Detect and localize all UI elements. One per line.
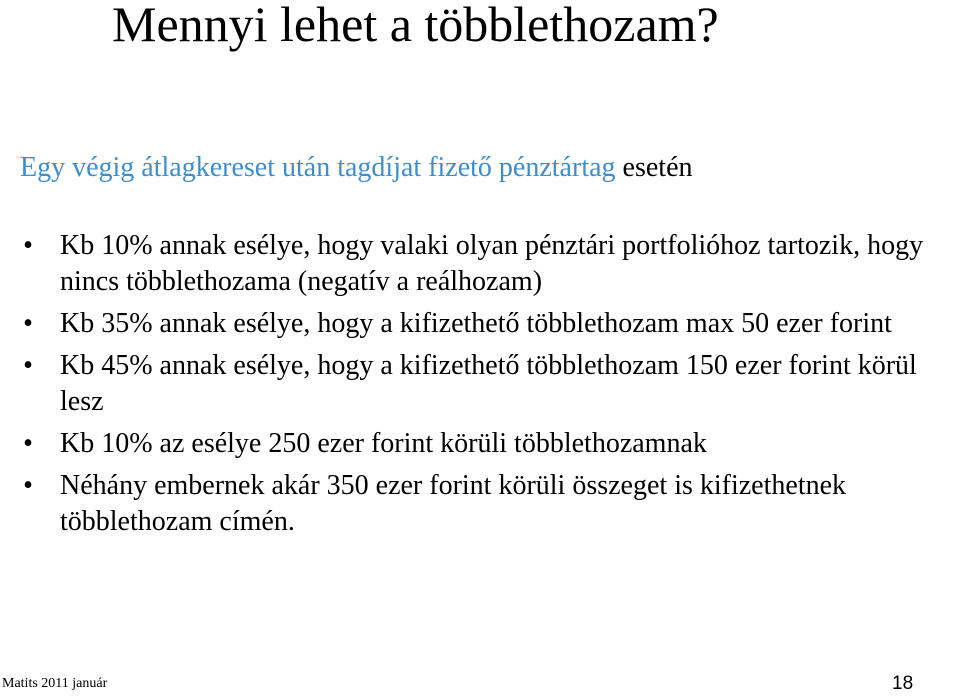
slide-title: Mennyi lehet a többlethozam? bbox=[112, 0, 719, 52]
bullet-text: Kb 45% annak esélye, hogy a kifizethető többlethozam 150 ezer forint körül lesz bbox=[60, 350, 917, 417]
subtitle-tail: esetén bbox=[615, 152, 693, 183]
bullet-text: Kb 10% annak esélye, hogy valaki olyan pénztári portfolióhoz tartozik, hogy nincs többlethozama (negatív a reálhozam) bbox=[60, 230, 924, 297]
bullet-text: Kb 10% az esélye 250 ezer forint körüli többlethozamnak bbox=[60, 428, 707, 459]
bullet-item bbox=[18, 348, 958, 420]
bullet-dot-icon: • bbox=[23, 350, 33, 381]
footer-author: Matits 2011 január bbox=[2, 676, 108, 691]
bullet-item bbox=[18, 468, 958, 540]
subtitle-highlight: Egy végig átlagkereset után tagdíjat fizető pénztártag bbox=[20, 152, 616, 183]
bullet-dot-icon: • bbox=[23, 470, 33, 501]
bullet-dot-icon: • bbox=[23, 428, 33, 459]
bullet-item bbox=[18, 228, 958, 300]
bullet-text: Néhány embernek akár 350 ezer forint körüli összeget is kifizethetnek többlethozam címén. bbox=[60, 470, 847, 537]
bullet-list bbox=[18, 228, 958, 546]
bullet-item bbox=[18, 306, 958, 342]
bullet-dot-icon: • bbox=[23, 308, 33, 339]
bullet-dot-icon: • bbox=[23, 230, 33, 261]
slide-subtitle bbox=[20, 150, 693, 186]
bullet-item bbox=[18, 426, 958, 462]
bullet-text: Kb 35% annak esélye, hogy a kifizethető többlethozam max 50 ezer forint bbox=[60, 308, 892, 339]
page-number: 18 bbox=[892, 673, 914, 694]
